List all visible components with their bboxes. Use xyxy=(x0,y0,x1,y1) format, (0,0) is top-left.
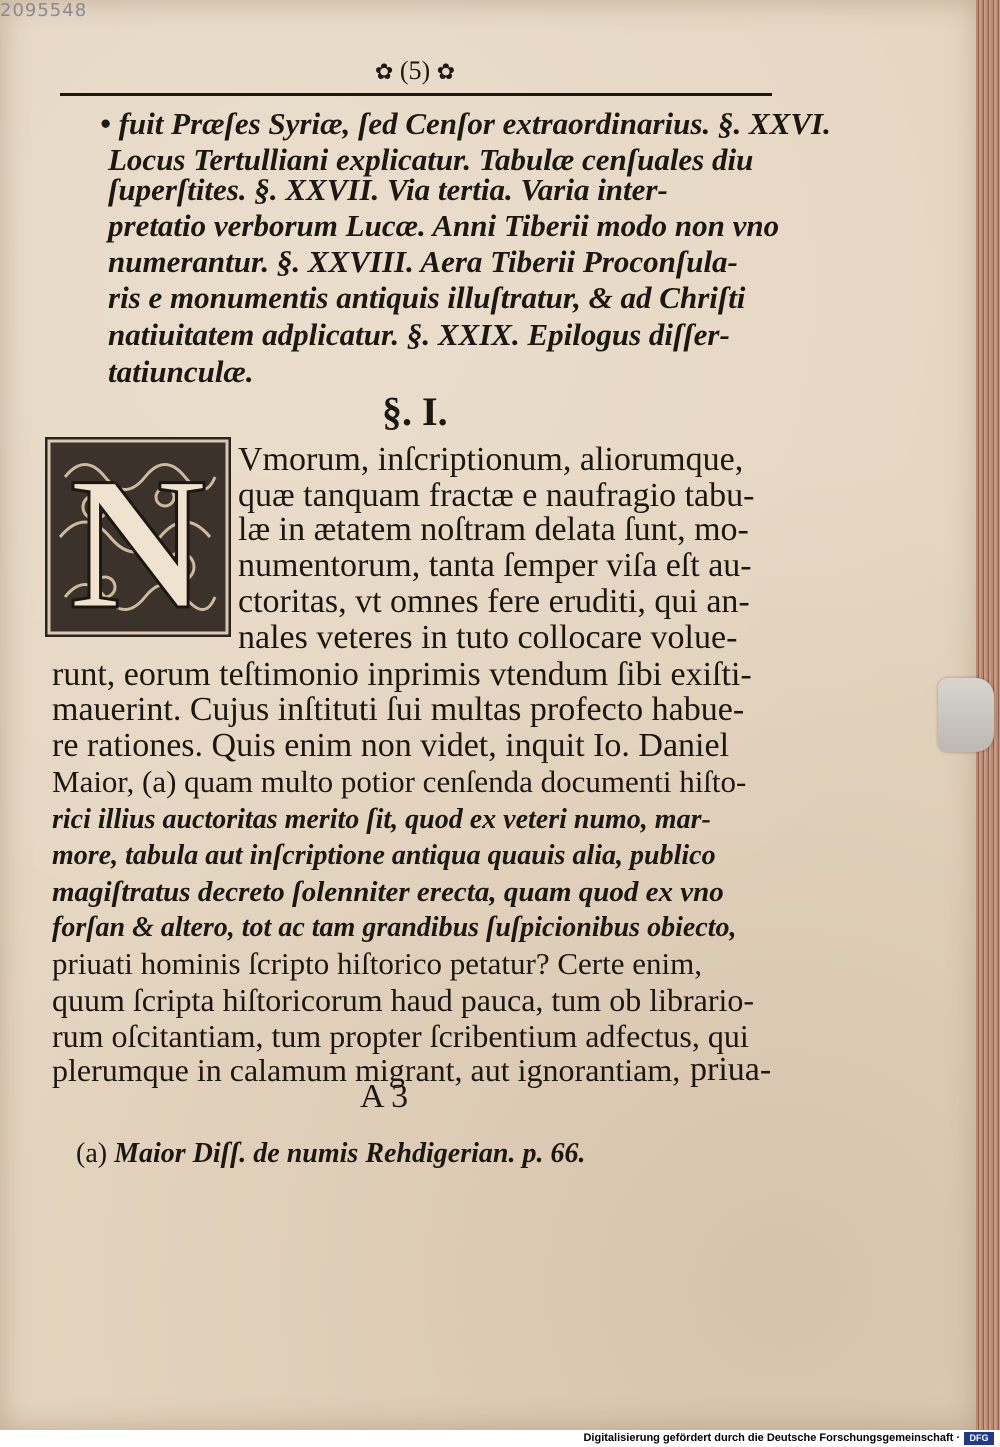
body-line: ctoritas, vt omnes fere eruditi, qui an- xyxy=(238,583,750,620)
body-line: magiſtratus decreto ſolenniter erecta, quam quod ex vno xyxy=(52,876,724,908)
summary-line: ſuperſtites. §. XXVII. Via tertia. Varia inter- xyxy=(108,172,668,207)
body-line: re rationes. Quis enim non videt, inquit Io. Daniel xyxy=(52,727,730,764)
body-line: quum ſcripta hiſtoricorum haud pauca, tum ob librario- xyxy=(52,982,755,1018)
decorated-initial xyxy=(45,437,231,637)
body-line: læ in ætatem noſtram delata ſunt, mo- xyxy=(238,511,749,548)
catchword: priua- xyxy=(690,1051,772,1088)
page-header xyxy=(340,56,490,86)
summary-line: ris e monumentis antiquis illuſtratur, & ad Chriſti xyxy=(108,280,746,315)
body-line: rum oſcitantiam, tum propter ſcribentium adfectus, qui xyxy=(52,1018,749,1054)
digitization-credit: Digitalisierung gefördert durch die Deutsche Forschungsgemeinschaft · xyxy=(583,1432,960,1444)
body-line: priuati hominis ſcripto hiſtorico petatur? Certe enim, xyxy=(52,946,702,981)
footnote-text: Maior Diſſ. de numis Rehdigerian. p. 66. xyxy=(114,1138,586,1169)
body-line: quæ tanquam fractæ e naufragio tabu- xyxy=(238,477,755,514)
body-line: mauerint. Cujus inſtituti ſui multas profecto habue- xyxy=(52,691,745,728)
ornament-left-icon: ✿ xyxy=(374,59,394,84)
body-line: nales veteres in tuto collocare volue- xyxy=(238,619,738,656)
summary-line: Locus Tertulliani explicatur. Tabulæ cenſuales diu xyxy=(108,142,754,177)
body-line: more, tabula aut inſcriptione antiqua quauis alia, publico xyxy=(52,840,716,871)
body-line: forſan & altero, tot ac tam grandibus ſuſpicionibus obiecto, xyxy=(52,912,737,943)
summary-line: numerantur. §. XXVIII. Aera Tiberii Proconſula- xyxy=(108,244,738,279)
body-line: numentorum, tanta ſemper viſa eſt au- xyxy=(238,547,752,584)
body-line: rici illius auctoritas merito ſit, quod ex veteri numo, mar- xyxy=(52,804,711,835)
summary-line: pretatio verborum Lucæ. Anni Tiberii modo non vno xyxy=(108,208,780,243)
floral-ornament-icon xyxy=(45,437,231,637)
dfg-logo-icon: DFG xyxy=(964,1432,994,1445)
footnote-marker: (a) xyxy=(76,1138,108,1169)
summary-line: natiuitatem adplicatur. §. XXIX. Epilogus diſſer- xyxy=(108,317,730,352)
section-heading: §. I. xyxy=(382,389,448,434)
page-tab-marker xyxy=(938,678,994,752)
page-number: (5) xyxy=(399,56,431,85)
footnote xyxy=(76,1138,585,1170)
drop-cap-letter: N xyxy=(69,439,207,637)
summary-line: • fuit Præſes Syriæ, ſed Cenſor extraordinarius. §. XXVI. xyxy=(100,106,831,141)
digitization-footer xyxy=(0,1430,1000,1447)
body-line: Vmorum, inſcriptionum, aliorumque, xyxy=(238,441,744,478)
signature-mark: A 3 xyxy=(360,1078,409,1115)
ornament-right-icon: ✿ xyxy=(436,59,456,84)
shelf-mark: 2095548 xyxy=(0,0,88,21)
body-line: plerumque in calamum migrant, aut ignorantiam, xyxy=(52,1052,681,1088)
summary-line: tatiunculæ. xyxy=(108,354,254,389)
body-line: runt, eorum teſtimonio inprimis vtendum ſibi exiſti- xyxy=(52,656,752,693)
header-rule xyxy=(60,93,772,96)
body-line: Maior, (a) quam multo potior cenſenda documenti hiſto- xyxy=(52,764,747,799)
